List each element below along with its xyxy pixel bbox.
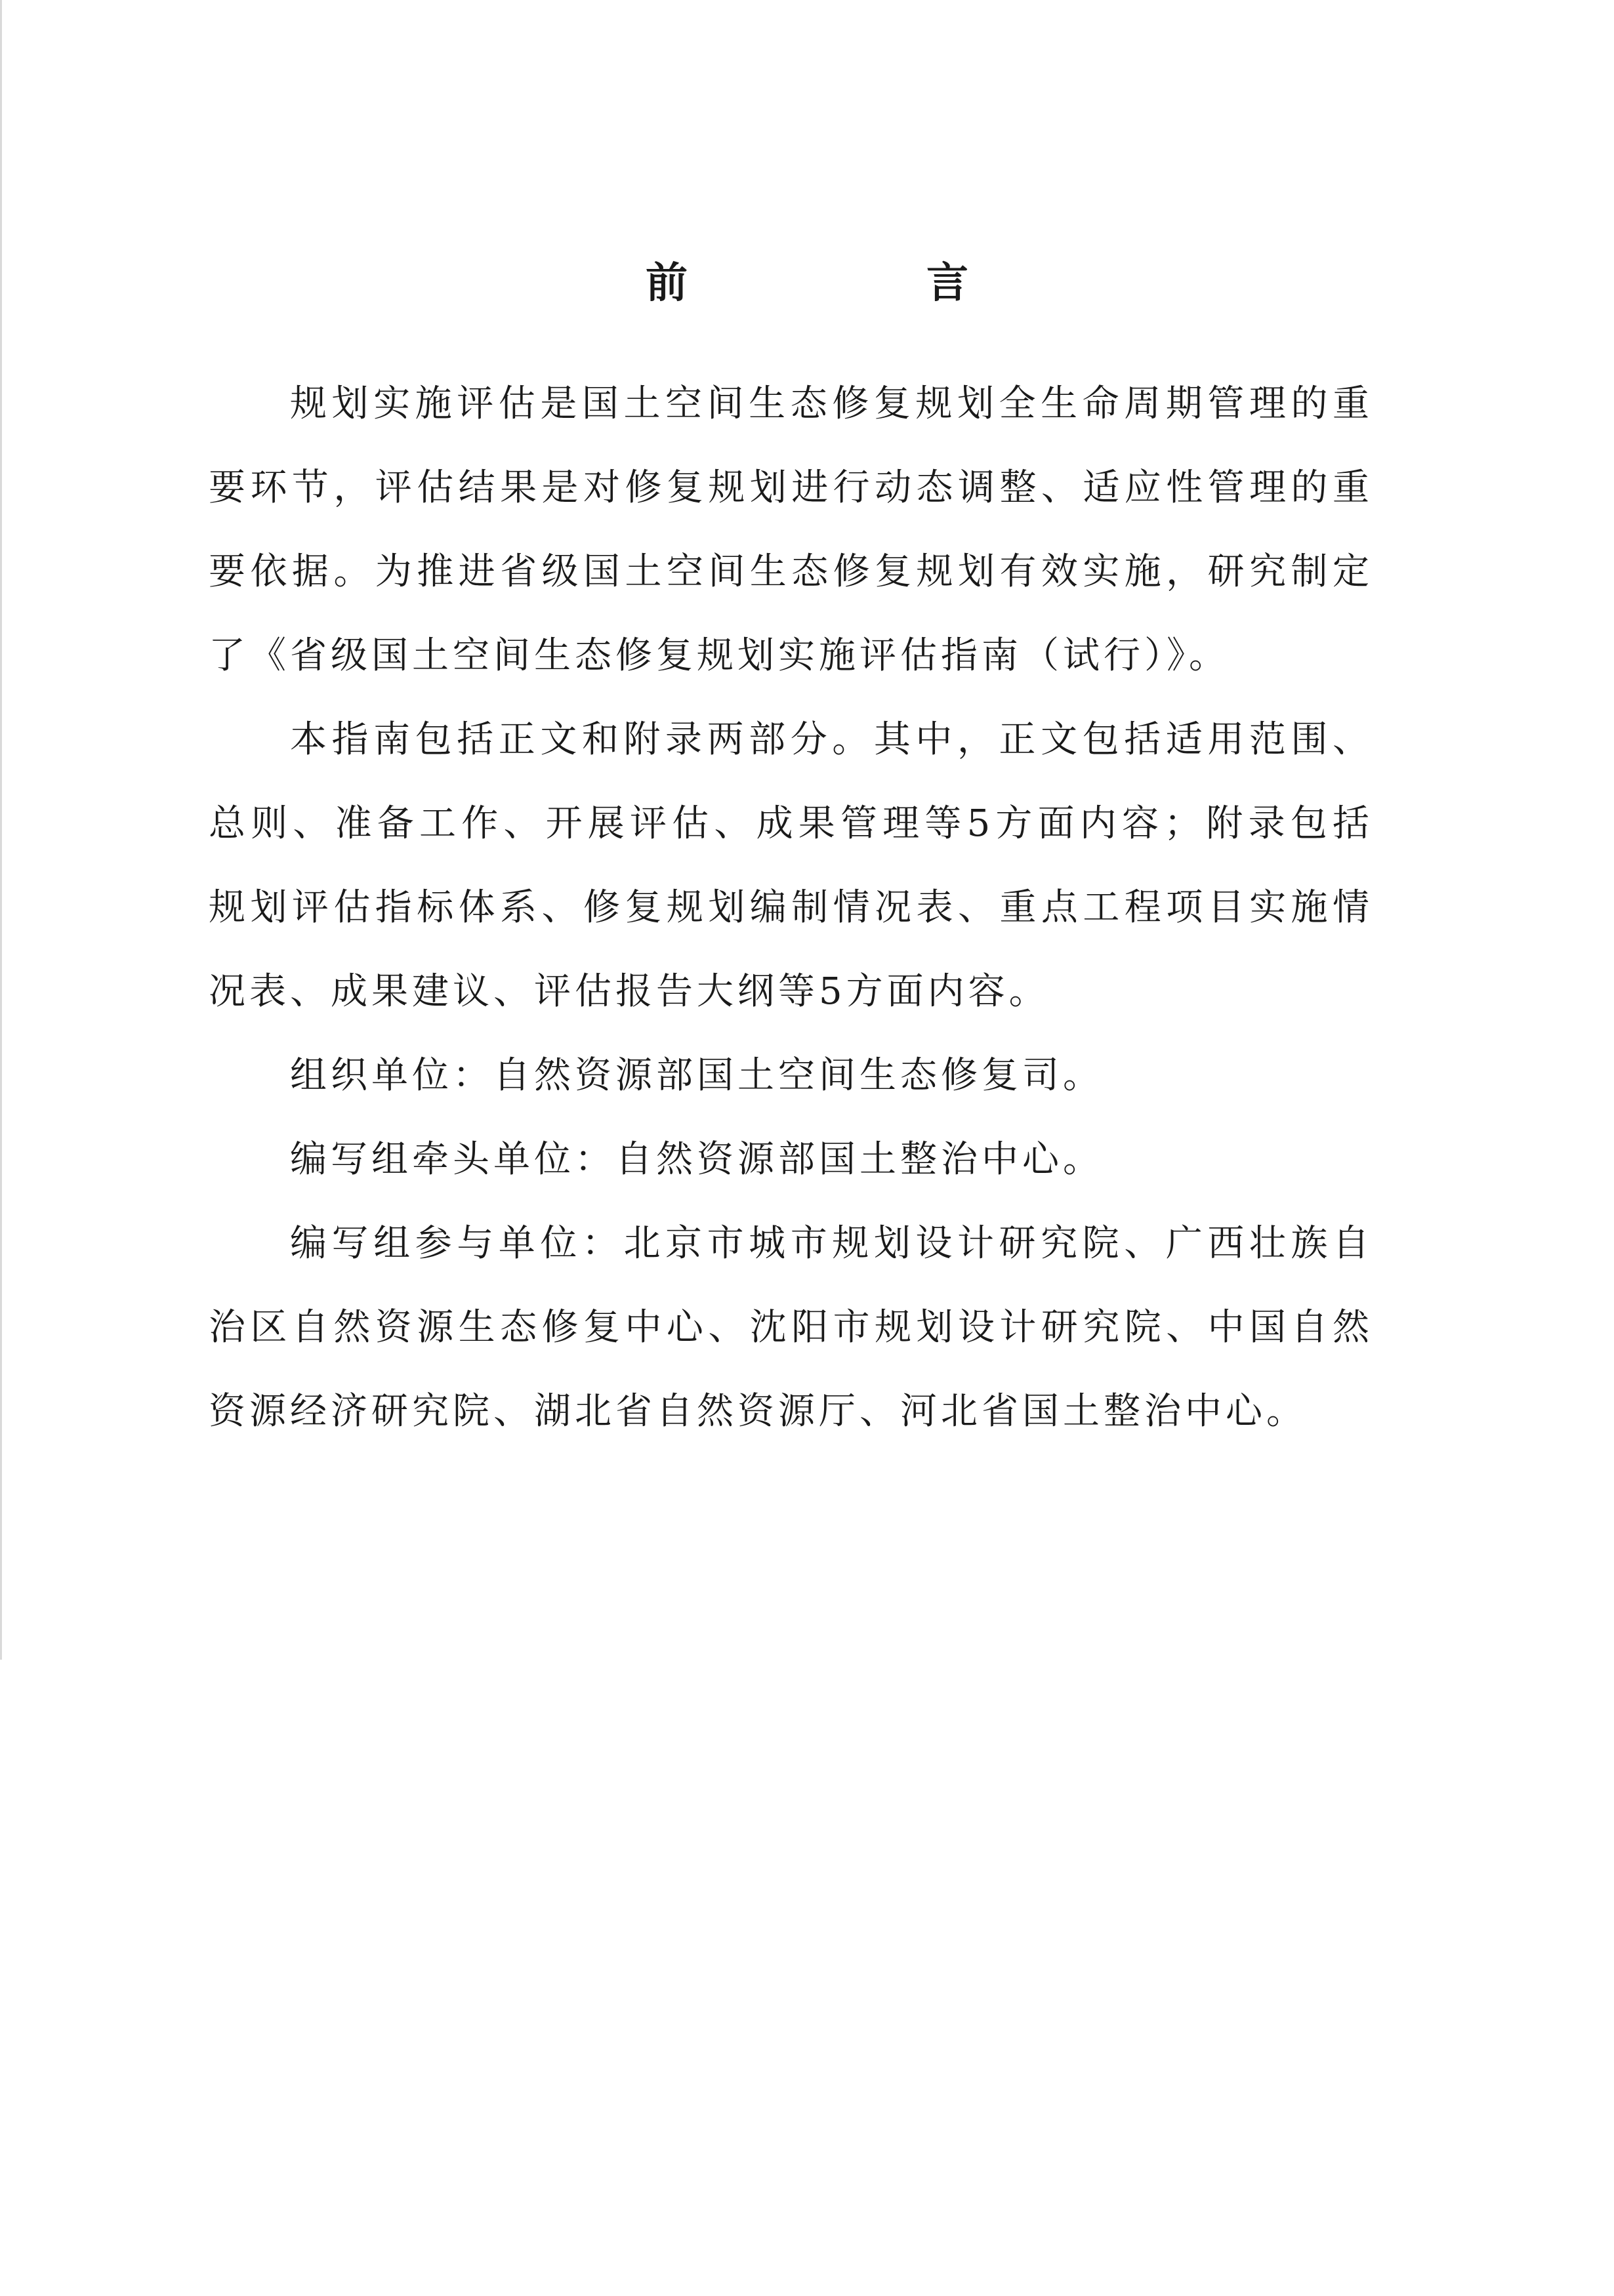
paragraph-participating-units: 编写组参与单位：北京市城市规划设计研究院、广西壮族自治区自然资源生态修复中心、沈阳市规划设计研究院、中国自然资源经济研究院、湖北省自然资源厅、河北省国土整治中心。 — [209, 1222, 1373, 1433]
page-title: 前 言 — [646, 258, 1067, 308]
paragraph-lead-unit: 编写组牵头单位：自然资源部国土整治中心。 — [290, 1138, 1104, 1181]
paragraph-organizer: 组织单位：自然资源部国土空间生态修复司。 — [290, 1054, 1104, 1097]
paragraph-introduction: 规划实施评估是国土空间生态修复规划全生命周期管理的重要环节，评估结果是对修复规划进行动态调整、适应性管理的重要依据。为推进省级国土空间生态修复规划有效实施，研究制定了《省级国土空间生态修复规划实施评估指南（试行）》。 — [209, 382, 1373, 677]
scan-edge-shadow — [0, 0, 2, 1660]
document-body — [209, 362, 1373, 1454]
paragraph-contents: 本指南包括正文和附录两部分。其中，正文包括适用范围、总则、准备工作、开展评估、成果管理等5方面内容；附录包括规划评估指标体系、修复规划编制情况表、重点工程项目实施情况表、成果建议、评估报告大纲等5方面内容。 — [209, 718, 1373, 1013]
